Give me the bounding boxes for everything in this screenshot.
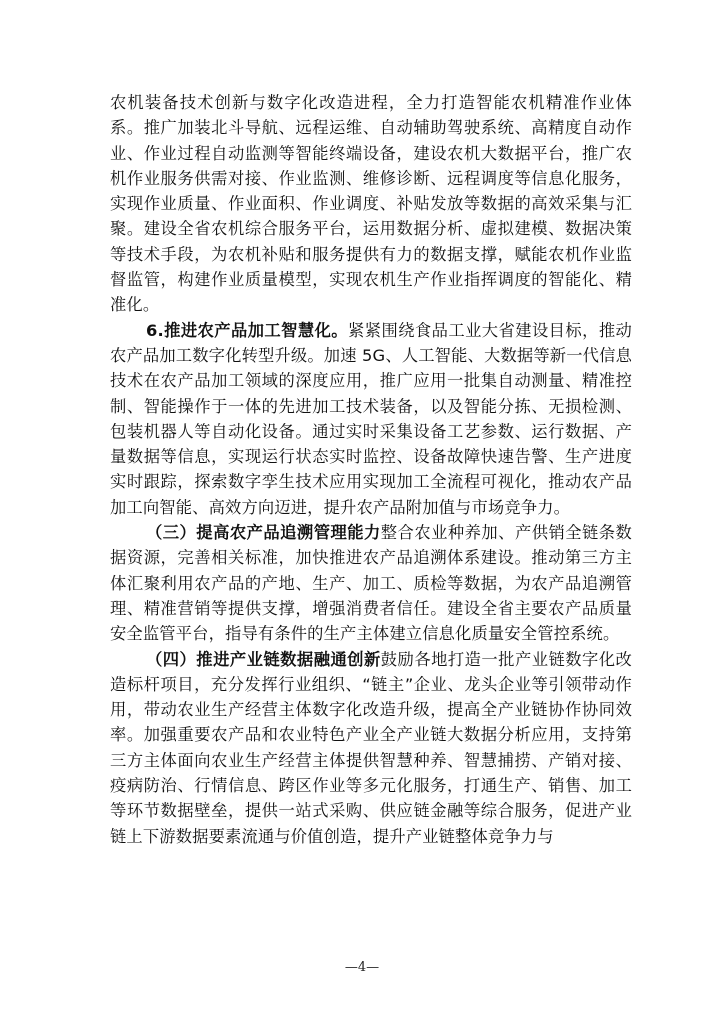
document-body: [110, 90, 632, 849]
paragraph-text: 整合农业种养加、产供销全链条数据资源，完善相关标准，加快推进农产品追溯体系建设。推动第三方主体汇聚利用农产品的产地、生产、加工、质检等数据，为农产品追溯管理、精准营销等提供支撑，增强消费者信任。建设全省主要农产品质量安全监管平台，指导有条件的生产主体建立信息化质量安全管控系统。: [110, 523, 632, 644]
section-heading: 6.推进农产品加工智慧化。: [146, 320, 349, 340]
paragraph-agri-processing: [110, 318, 632, 520]
paragraph-continuation: [110, 90, 632, 318]
page-number: —4—: [344, 960, 380, 975]
section-heading: （三）提高农产品追溯管理能力: [146, 523, 381, 543]
paragraph-industry-chain: [110, 647, 632, 849]
section-heading: （四）推进产业链数据融通创新: [146, 649, 381, 669]
paragraph-traceability: [110, 520, 632, 646]
paragraph-text: 鼓励各地打造一批产业链数字化改造标杆项目，充分发挥行业组织、“链主”企业、龙头企业等引领带动作用，带动农业生产经营主体数字化改造升级，提高全产业链协作协同效率。加强重要农产品和农业特色产业全产业链大数据分析应用，支持第三方主体面向农业生产经营主体提供智慧种养、智慧捕捞、产销对接、疫病防治、行情信息、跨区作业等多元化服务，打通生产、销售、加工等环节数据壁垒，提供一站式采购、供应链金融等综合服务，促进产业链上下游数据要素流通与价值创造，提升产业链整体竞争力与: [110, 649, 632, 846]
paragraph-text: 农机装备技术创新与数字化改造进程，全力打造智能农机精准作业体系。推广加装北斗导航、远程运维、自动辅助驾驶系统、高精度自动作业、作业过程自动监测等智能终端设备，建设农机大数据平台，推广农机作业服务供需对接、作业监测、维修诊断、远程调度等信息化服务，实现作业质量、作业面积、作业调度、补贴发放等数据的高效采集与汇聚。建设全省农机综合服务平台，运用数据分析、虚拟建模、数据决策等技术手段，为农机补贴和服务提供有力的数据支撑，赋能农机作业监督监管，构建作业质量模型，实现农机生产作业指挥调度的智能化、精准化。: [110, 93, 632, 315]
paragraph-text: 紧紧围绕食品工业大省建设目标，推动农产品加工数字化转型升级。加速 5G、人工智能、大数据等新一代信息技术在农产品加工领域的深度应用，推广应用一批集自动测量、精准控制、智能操作于一体的先进加工技术装备，以及智能分拣、无损检测、包装机器人等自动化设备。通过实时采集设备工艺参数、运行数据、产量数据等信息，实现运行状态实时监控、设备故障快速告警、生产进度实时跟踪，探索数字孪生技术应用实现加工全流程可视化，推动农产品加工向智能、高效方向迈进，提升农产品附加值与市场竞争力。: [110, 320, 632, 517]
